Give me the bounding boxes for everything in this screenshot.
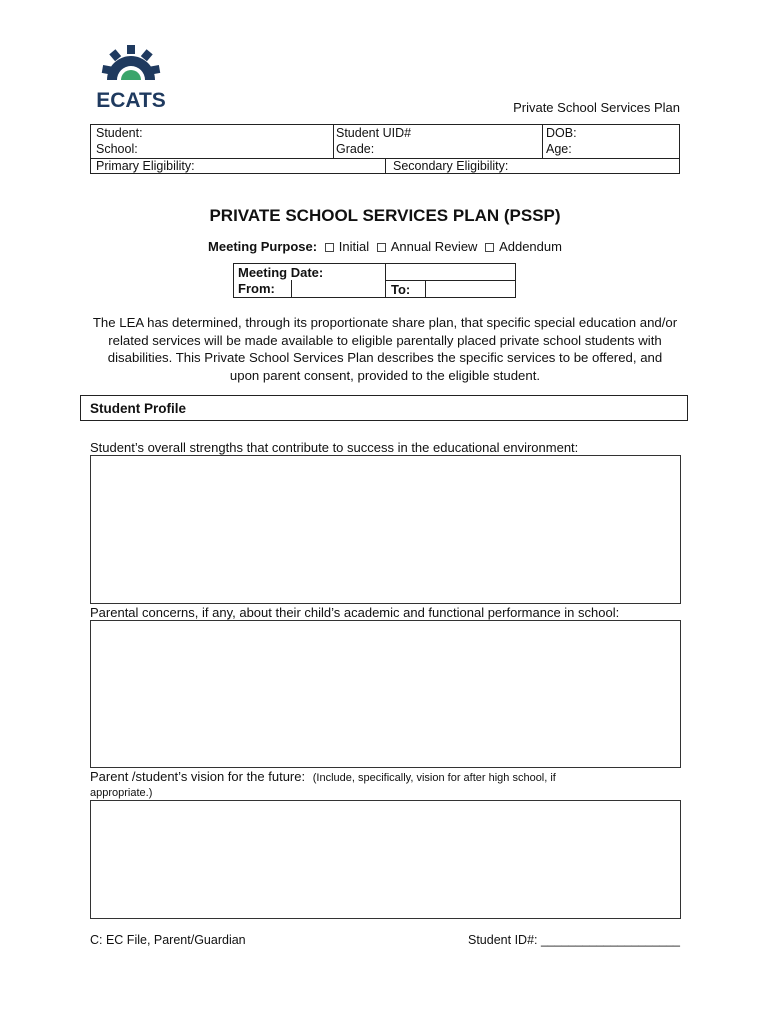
addendum-checkbox[interactable]	[485, 243, 494, 252]
gear-icon	[90, 44, 172, 112]
student-info-table	[90, 124, 680, 174]
vision-note: (Include, specifically, vision for after high school, if	[312, 772, 556, 784]
ecats-logo	[90, 44, 172, 112]
vision-note-continued: appropriate.)	[90, 787, 153, 799]
vision-question-text: Parent /student’s vision for the future:	[90, 769, 306, 784]
document-header-title: Private School Services Plan	[513, 100, 680, 115]
from-label: From:	[238, 281, 275, 296]
student-profile-header	[80, 395, 688, 421]
to-label: To:	[391, 282, 411, 297]
student-label: Student:	[96, 126, 143, 140]
grade-label: Grade:	[336, 142, 375, 156]
meeting-purpose-label: Meeting Purpose:	[208, 239, 318, 254]
meeting-purpose	[0, 239, 770, 254]
meeting-date-label: Meeting Date:	[238, 265, 324, 280]
primary-eligibility-label: Primary Eligibility:	[96, 159, 195, 173]
footer-student-id: Student ID#: ____________________	[468, 933, 680, 947]
age-label: Age:	[546, 142, 572, 156]
logo-text: ECATS	[96, 89, 166, 112]
secondary-eligibility-label: Secondary Eligibility:	[393, 159, 509, 173]
strengths-question: Student’s overall strengths that contribute to success in the educational environment:	[90, 440, 579, 455]
annual-review-label: Annual Review	[390, 239, 478, 254]
student-uid-label: Student UID#	[336, 126, 412, 140]
vision-question	[90, 769, 556, 784]
student-profile-title: Student Profile	[90, 401, 187, 416]
concerns-question: Parental concerns, if any, about their child’s academic and functional performance in school:	[90, 605, 620, 620]
vision-answer-box[interactable]	[90, 800, 681, 919]
annual-review-checkbox[interactable]	[377, 243, 386, 252]
dob-label: DOB:	[546, 126, 577, 140]
initial-checkbox[interactable]	[325, 243, 334, 252]
page-title: PRIVATE SCHOOL SERVICES PLAN (PSSP)	[209, 206, 561, 225]
intro-paragraph: The LEA has determined, through its proportionate share plan, that specific special education and/or related services will be made available to eligible parentally placed private school students with disabilities. This Private School Services Plan describes the specific services to be offered, and upon parent consent, provided to the eligible student.	[92, 315, 678, 383]
addendum-label: Addendum	[499, 239, 562, 254]
footer-copies: C: EC File, Parent/Guardian	[90, 933, 246, 947]
school-label: School:	[96, 142, 138, 156]
meeting-dates-table	[233, 263, 516, 298]
strengths-answer-box[interactable]	[90, 455, 681, 604]
concerns-answer-box[interactable]	[90, 620, 681, 768]
initial-label: Initial	[338, 239, 370, 254]
